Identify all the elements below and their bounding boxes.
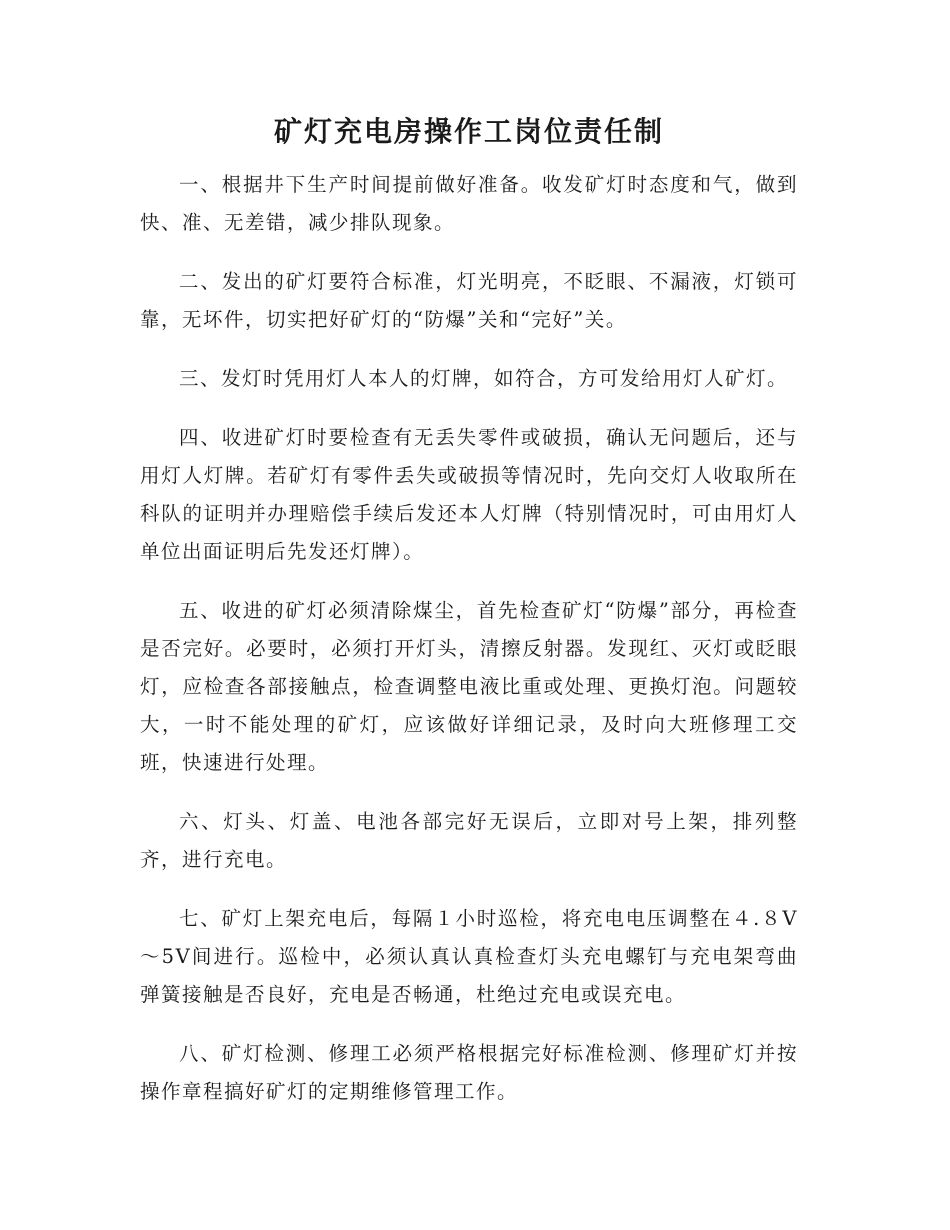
paragraph-7: 七、矿灯上架充电后，每隔１小时巡检，将充电电压调整在４.８V～5V间进行。巡检中，必须认真认真检查灯头充电螺钉与充电架弯曲弹簧接触是否良好，充电是否畅通，杜绝过充电或误充电。 xyxy=(140,907,798,1006)
paragraph-2: 二、发出的矿灯要符合标准，灯光明亮，不眨眼、不漏液，灯锁可靠，无坏件，切实把好矿灯的“防爆”关和“完好”关。 xyxy=(140,270,798,331)
document-title: 矿灯充电房操作工岗位责任制 xyxy=(273,115,664,148)
paragraph-5: 五、收进的矿灯必须清除煤尘，首先检查矿灯“防爆”部分，再检查是否完好。必要时，必须打开灯头，清擦反射器。发现红、灭灯或眨眼灯，应检查各部接触点，检查调整电液比重或处理、更换灯泡。问题较大，一时不能处理的矿灯，应该做好详细记录，及时向大班修理工交班，快速进行处理。 xyxy=(140,599,798,774)
paragraph-4: 四、收进矿灯时要检查有无丢失零件或破损，确认无问题后，还与用灯人灯牌。若矿灯有零件丢失或破损等情况时，先向交灯人收取所在科队的证明并办理赔偿手续后发还本人灯牌（特别情况时，可由用灯人单位出面证明后先发还灯牌）。 xyxy=(140,426,798,563)
paragraph-1: 一、根据井下生产时间提前做好准备。收发矿灯时态度和气，做到快、准、无差错，减少排队现象。 xyxy=(140,173,798,234)
paragraph-3: 三、发灯时凭用灯人本人的灯牌，如符合，方可发给用灯人矿灯。 xyxy=(179,367,789,390)
paragraph-6: 六、灯头、灯盖、电池各部完好无误后，立即对号上架，排列整齐，进行充电。 xyxy=(140,810,798,871)
paragraph-8: 八、矿灯检测、修理工必须严格根据完好标准检测、修理矿灯并按操作章程搞好矿灯的定期维修管理工作。 xyxy=(140,1042,798,1103)
